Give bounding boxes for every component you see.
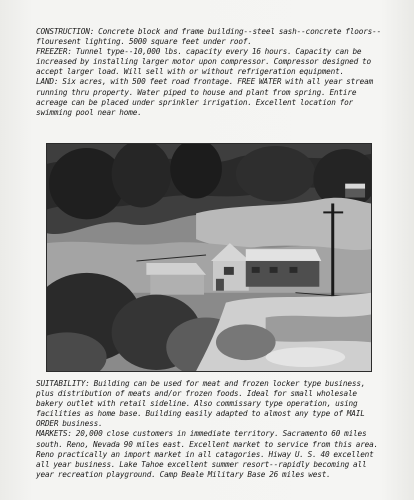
markets-text: 20,000 close customers in immediate territory. Sacramento 60 miles south. Reno, Nevada 90 miles east. Excellent market to service from this area. Reno practically an import market in all catagories. Hiway U. S. 40 excellent all year business. Lake Tahoe excellent summer resort--rapidly becoming all year recreation playground. Camp Beale Military Base 26 miles west. — [36, 429, 379, 479]
construction-label: CONSTRUCTION: — [36, 27, 95, 36]
property-details-bottom — [36, 379, 384, 480]
freezer-paragraph — [36, 47, 384, 77]
markets-paragraph — [36, 429, 384, 479]
suitability-paragraph — [36, 379, 384, 429]
construction-paragraph — [36, 27, 384, 47]
land-paragraph — [36, 77, 384, 117]
property-details-top — [36, 27, 384, 118]
suitability-label: SUITABILITY: — [36, 379, 90, 388]
property-photo — [46, 143, 372, 372]
markets-label: MARKETS: — [36, 429, 72, 439]
freezer-text: Tunnel type--10,000 lbs. capacity every 16 hours. Capacity can be increased by installing larger motor upon compressor. Compressor designed to accept larger load. Will sell with or without refrigeration equipment. — [36, 47, 371, 77]
freezer-label: FREEZER: — [36, 47, 72, 57]
land-text: Six acres, with 500 feet road frontage. FREE WATER with all year stream running thru property. Water piped to house and plant from spring. Entire acreage can be placed under sprinkler irrigation. Excellent location for swimming pool near home. — [36, 77, 374, 117]
construction-text: Concrete block and frame building--steel sash--concrete floors--flouresent lighting. 5000 square feet under roof. — [36, 27, 382, 47]
property-photo-image — [47, 144, 371, 371]
suitability-text: Building can be used for meat and frozen locker type business, plus distribution of meats and/or frozen foods. Ideal for small wholesale bakery outlet with retail sideline. Also commissary type operation, using facilities as home base. Building easily adapted to almost any type of MAIL ORDER business. — [36, 379, 366, 429]
land-label: LAND: — [36, 77, 59, 87]
